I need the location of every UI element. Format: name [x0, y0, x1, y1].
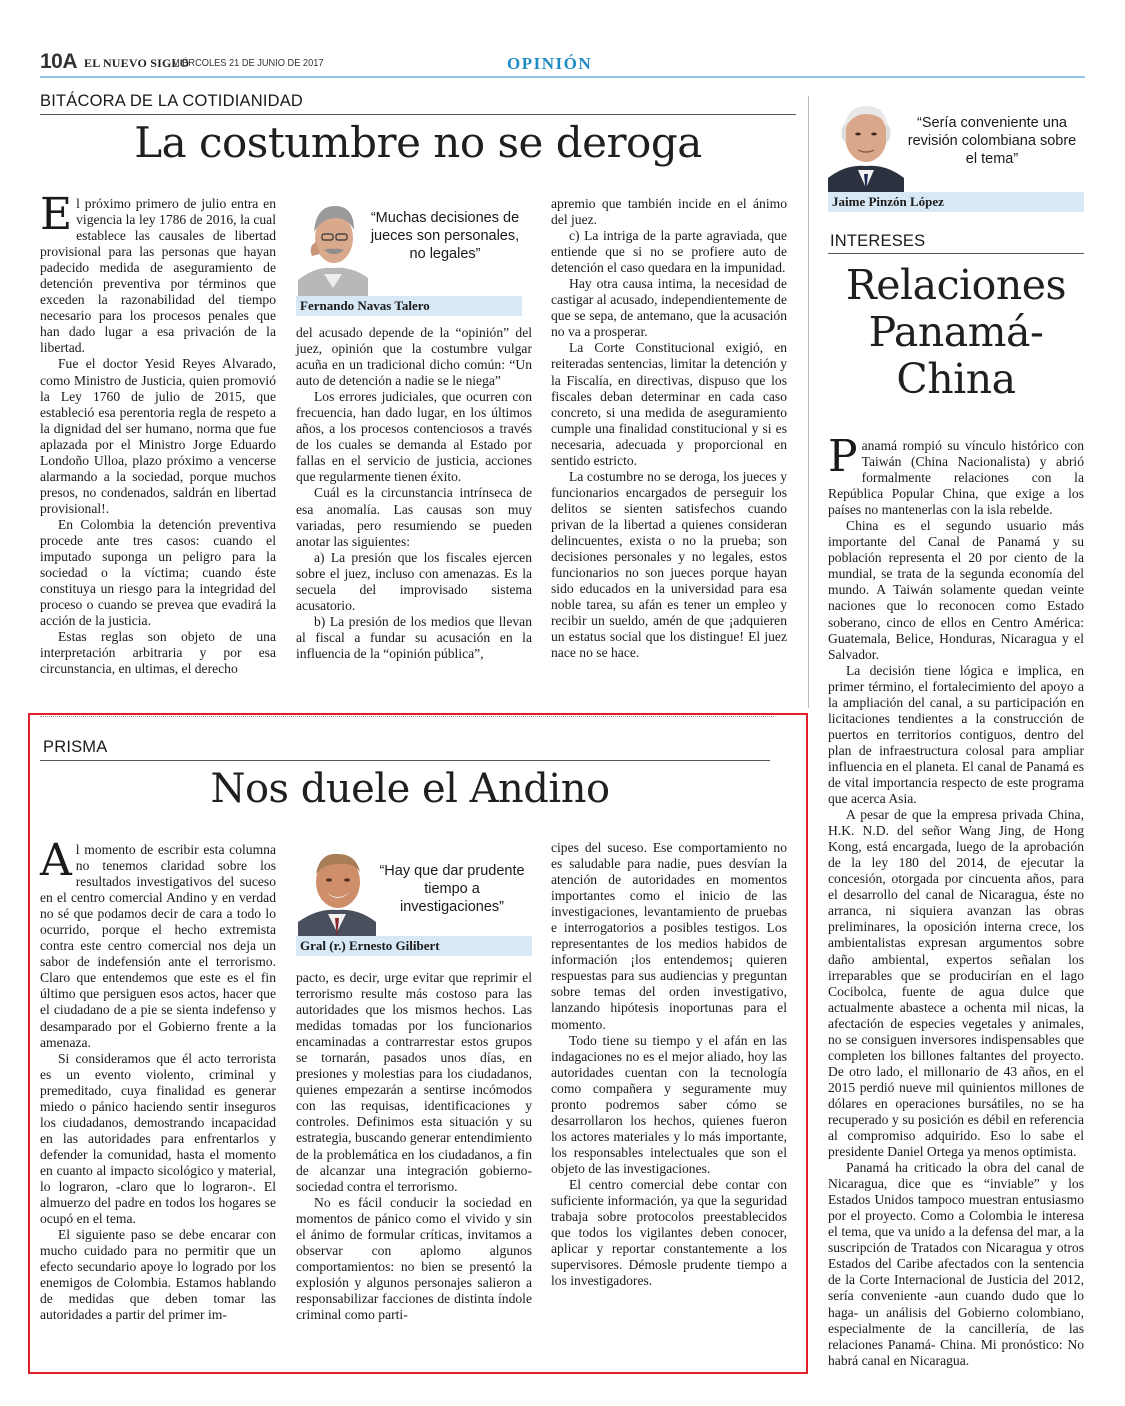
article1-headline: La costumbre no se deroga: [134, 118, 702, 167]
article1-c2-p5: b) La presión de los medios que llevan al fiscal a fundar su acusación en la influencia de la “opinión pública”,: [296, 613, 532, 661]
article2-c1-p3: El siguiente paso se debe encarar con mucho cuidado para no permitir que un efecto secundario apoye lo logrado por los enemigos de Colombia. Estamos hablando de medidas que deben tomar las autoridades a partir del primer im-: [40, 1227, 276, 1323]
article1-c1-p1: l próximo primero de julio entra en vigencia la ley 1786 de 2016, la cual establece las causales de libertad provisional para las personas que hayan padecido medida de aseguramiento de detención preventiva por términos que exceden la razonabilidad del tiempo necesario para los procesos penales que han dado lugar a esa privación de la libertad.: [40, 196, 276, 356]
article1-dropcap: E: [40, 189, 73, 240]
article1-c1-p4: Estas reglas son objeto de una interpretación arbitraria y por esa circunstancia, en ultimas, el derecho: [40, 629, 276, 677]
article3-pull-quote: “Sería conveniente una revisión colombiana sobre el tema”: [907, 115, 1077, 167]
header-rule: [40, 76, 1085, 78]
article1-c3-p4: La Corte Constitucional exigió, en reiteradas sentencias, limitar la detención y la Fiscalía, en directivas, dispuso que los fiscales deban determinar en cada caso concreto, si una medida de aseguramiento cumple una finalidad constitucional y si es necesaria, adecuada y proporcional en sentido estricto.: [551, 340, 787, 468]
article2-pull-quote: “Hay que dar prudente tiempo a investigaciones”: [379, 863, 525, 915]
article3-p4: A pesar de que la empresa privada China, H.K. N.D. del señor Wang Jing, de Hong Kong, está encargada, luego de la aprobación de la ley 180 del 2014, de ejecutar la concesión, otorgada por cincuenta años, para el desarrollo del canal de Nicaragua, éste no arranca, ni siquiera avanzan las obras preliminares, la oposición interna crece, los ambientalistas expresan argumentos sobre daño ambiental, expertos señalan los irreparables que se producirían en el lago Cocibolca, fuente de agua dulce que actualmente abastece a ochenta mil nicas, la afectación de especies vegetales y animales, no se consiguen inversores indispensables que completen los billones faltantes del proyecto. De otro lado, el millonario de 43 años, en el 2015 perdió nueve mil quinientos millones de dólares en operaciones bursátiles, no se ha recuperado y su posición es débil en referencia al compromiso adquirido. Eso lo sabe el presidente Daniel Ortega ya menos optimista.: [828, 807, 1084, 1160]
article2-column-1: [40, 835, 276, 1323]
article1-kicker: BITÁCORA DE LA COTIDIANIDAD: [40, 92, 304, 110]
article2-column-3: [551, 840, 787, 1289]
article1-c2-p1: del acusado depende de la “opinión” del juez, opinión que la costumbre vulgar acuña en un tradicional dicho común: “Un auto de detención a nadie se le niega”: [296, 325, 532, 389]
article2-column-2: [296, 970, 532, 1323]
article2-c3-p3: El centro comercial debe contar con suficiente información, ya que la seguridad trabaja sobre protocolos preestablecidos que todos los vigilantes deben conocer, aplicar y reportar constantemente a los supervisores. Démosle prudente tiempo a los investigadores.: [551, 1176, 787, 1289]
article3-headline: [828, 262, 1084, 403]
article2-dropcap: A: [40, 835, 72, 886]
column-rule: [808, 96, 809, 708]
article3-author: Jaime Pinzón López: [828, 192, 1084, 212]
article3-p3: La decisión tiene lógica e implica, en primer término, el fortalecimiento del apoyo a la ampliación del canal, a su participación en licitaciones tendientes a la construcción de puertos en territorios contiguos, dentro del plan de infraestructura colosal para ampliar influencia en el planeta. El canal de Panamá es de vital importancia respecto de este programa que acerca Asia.: [828, 662, 1084, 807]
article3-kicker: INTERESES: [830, 232, 926, 250]
article2-c3-p1: cipes del suceso. Ese comportamiento no es saludable para nadie, pues desvían la atención de autoridades en momentos importantes como el inicio de las investigaciones, levantamiento de pruebas e interrogatorios a posibles testigos. Los representantes de los medios habidos de información ¡los entendemos¡ quieren respuestas para sus audiencias y preguntan sobre temas del orden investigativo, lanzando hipótesis inoportunas para el momento.: [551, 840, 787, 1032]
article2-headline: Nos duele el Andino: [210, 766, 610, 812]
page-number: 10A: [40, 50, 78, 73]
article1-c1-p3: En Colombia la detención preventiva procede ante tres casos: cuando el imputado suponga un peligro para la sociedad o la víctima; cuando éste constituya un riesgo para la integridad del proceso o cuando se prevea que evadirá la acción de la justicia.: [40, 516, 276, 629]
article3-headline-line-1: Relaciones: [845, 261, 1067, 309]
article1-c3-p2: c) La intriga de la parte agraviada, que entiende que si no se profiere auto de detención el caso quedara en la impunidad.: [551, 228, 787, 276]
section-name: OPINIÓN: [507, 54, 593, 73]
article1-c3-p1: apremio que también incide en el ánimo del juez.: [551, 196, 787, 228]
article1-c2-p2: Los errores judiciales, que ocurren con frecuencia, han dado lugar, en los últimos años, a los procesos contenciosos a través de los cuales se demanda al Estado por fallas en el servicio de justicia, acciones que regularmente tienen éxito.: [296, 389, 532, 485]
article1-author: Fernando Navas Talero: [296, 296, 522, 316]
article1-column-1: [40, 189, 276, 677]
article2-author: Gral (r.) Ernesto Gilibert: [296, 936, 532, 956]
article3-headline-line-3: China: [896, 355, 1016, 403]
publication-date: MIÉRCOLES 21 DE JUNIO DE 2017: [172, 57, 324, 69]
article2-c1-p1: l momento de escribir esta columna no tenemos claridad sobre los resultados investigativos del suceso en el centro comercial Andino y en verdad no sé que podamos decir de cara a todo lo ocurrido, porque el hecho extremista contra este centro comercial nos deja un sabor de indefensión ante el terrorismo. Claro que entendemos que este es el fin último que persiguen esos actos, hacer que el ciudadano de a pie se sienta indefenso y desamparado por el Gobierno frente a la amenaza.: [40, 842, 276, 1050]
article2-c3-p2: Todo tiene su tiempo y el afán en las indagaciones no es el mejor aliado, hoy las autoridades cuentan con la tecnología como compañera y seguramente muy pronto podremos saber cómo se desarrollaron los hechos, quienes fueron los actores materiales y lo más importante, los responsables intelectuales que son el objeto de las investigaciones.: [551, 1032, 787, 1176]
article2-kicker: PRISMA: [43, 738, 108, 756]
article3-p5: Panamá ha criticado la obra del canal de Nicaragua, dice que es “inviable” y los Estados Unidos tampoco muestran entusiasmo por el proyecto. Como a Colombia le interesa el tema, que va unido a la defensa del mar, a la suscripción de Tratados con Nicaragua y otros Estados del Caribe afectados con la sentencia de la Corte Internacional de Justicia del 2012, sería conveniente -aun cuando dudo que lo haga- un análisis del Gobierno colombiano, especialmente de la cancillería, de las relaciones Panamá- China. Mi pronóstico: No habrá canal en Nicaragua.: [828, 1160, 1084, 1368]
article1-column-2: [296, 325, 532, 662]
article1-pull-quote: “Muchas decisiones de jueces son personales, no legales”: [370, 210, 520, 262]
author-photo-navas: [298, 196, 368, 296]
article3-p1: anamá rompió su vínculo histórico con Taiwán (China Nacionalista) y abrió formalmente relaciones con la República Popular China, que exige a los países no mantenerlas con la isla rebelde.: [828, 438, 1084, 518]
author-photo-gilibert: [298, 842, 376, 938]
article1-c2-p3: Cuál es la circunstancia intrínseca de esa anomalía. Las causas son muy variadas, pero resumiendo se pueden anotar las siguientes:: [296, 485, 532, 549]
article1-kicker-rule: [40, 114, 796, 115]
article1-column-3: [551, 196, 787, 661]
article2-c2-p2: No es fácil conducir la sociedad en momentos de pánico como el vivido y sin el ánimo de formular críticas, invitamos a observar con aplomo algunos comportamientos: no bien se presentó la explosión y algunos personajes salieron a responsabilizar facciones de distinta índole criminal como parti-: [296, 1194, 532, 1322]
article3-kicker-rule: [828, 253, 1084, 254]
article3-headline-line-2: Panamá-: [868, 308, 1044, 356]
article3-p2: China es el segundo usuario más importante del Canal de Panamá y su población representa el 20 por ciento de la mundial, se trata de la segunda economía del mundo. A Taiwán solamente quedan veinte naciones que lo reconocen como Estado soberano, cinco de ellos en Centro América: Guatemala, Belice, Honduras, Nicaragua y el Salvador.: [828, 518, 1084, 662]
article2-c1-p2: Si consideramos que él acto terrorista es un evento violento, criminal y premeditado, cuya finalidad es generar miedo o pánico haciendo sentir inseguros los ciudadanos, demostrando incapacidad en las autoridades para enfrentarlos y defender la comunidad, hasta el momento en cuanto al impacto sicológico y material, lo lograron, -claro que lo lograron-. El almuerzo del padre en todos los hogares se ocupó en el tema.: [40, 1050, 276, 1227]
article3-column: [828, 431, 1084, 1369]
newspaper-name: EL NUEVO SIGLO: [84, 56, 190, 70]
article1-c1-p2: Fue el doctor Yesid Reyes Alvarado, como Ministro de Justicia, quien promovió la Ley 1760 de julio de 2015, que estableció esa perentoria regla de respeto a la dignidad del ser humano, norma que fue aplazada por el Ministro Jorge Eduardo Londoño Ulloa, plazo próximo a vencerse alarmando a la sociedad, porque muchos presos, no condenados, saldrán en libertad provisional!.: [40, 356, 276, 516]
article1-c3-p5: La costumbre no se deroga, los jueces y funcionarios encargados de perseguir los delitos se sienten satisfechos cuando privan de la libertad a quienes consideran delincuentes, exista o no la prueba; son decisiones personales y no legales, estos funcionarios no son jueces porque hayan sido educados en la universidad para esa noble tarea, su afán es tener un empleo y recibir un sueldo, amén de que ¡adquieren un estatus social que los distingue! El juez nace no se hace.: [551, 468, 787, 661]
article2-c2-p1: pacto, es decir, urge evitar que reprimir el terrorismo resulte más costoso para las autoridades que los mismos hechos. Las medidas tomadas por los funcionarios encaminadas a contrarrestar estos grupos se tornarán, pasados unos días, en presiones y molestias para los ciudadanos, quienes empezarán a sentirse incómodos con las requisas, identificaciones y controles. Definimos esta situación y su estrategia, buscando generar entendimiento de la problemática en los ciudadanos, a fin de alcanzar una integración gobierno- sociedad contra el terrorismo.: [296, 970, 532, 1194]
article1-c2-p4: a) La presión que los fiscales ejercen sobre el juez, incluso con amenazas. Es la secuela del improvisado sistema acusatorio.: [296, 549, 532, 613]
author-photo-pinzon: [828, 96, 904, 194]
article1-c3-p3: Hay otra causa intima, la necesidad de castigar al acusado, independientemente de que se sepa, de antemano, que la acusación no va a prosperar.: [551, 276, 787, 340]
article3-dropcap: P: [828, 431, 858, 482]
article2-kicker-rule: [40, 760, 770, 761]
